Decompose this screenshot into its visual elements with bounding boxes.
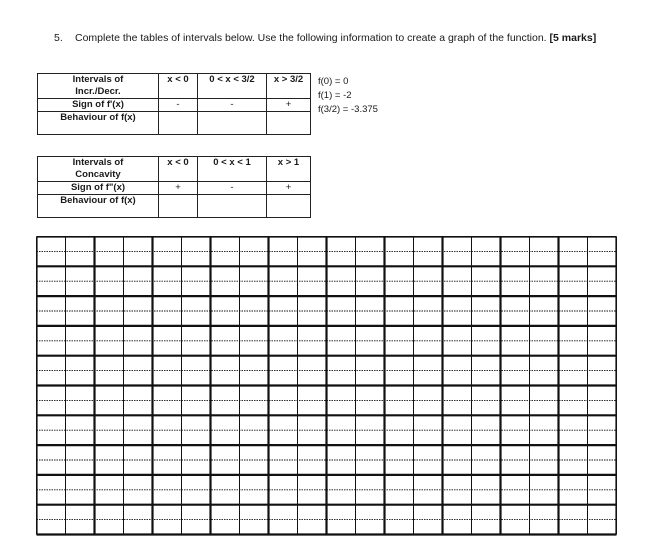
table1-label-intervals: Intervals of (38, 74, 159, 87)
increase-decrease-table (37, 73, 311, 135)
table2-interval-1: x < 0 (159, 157, 198, 182)
question-marks: [5 marks] (549, 32, 597, 44)
question-number: 5. (54, 32, 63, 44)
graph-grid[interactable] (36, 236, 617, 541)
question-text (75, 30, 615, 46)
table1-interval-2: 0 < x < 3/2 (198, 74, 267, 99)
given-value-f1: f(1) = -2 (318, 90, 352, 101)
table1-interval-1: x < 0 (159, 74, 198, 99)
table1-label-incr-decr: Incr./Decr. (38, 86, 159, 99)
concavity-table (37, 156, 311, 218)
table1-sign-1: - (159, 99, 198, 112)
table2-interval-3: x > 1 (267, 157, 311, 182)
table1-behaviour-1[interactable] (159, 112, 198, 135)
graph-grid-svg (36, 236, 617, 536)
table2-behaviour-3[interactable] (267, 195, 311, 218)
table1-sign-2: - (198, 99, 267, 112)
table2-label-sign: Sign of f"(x) (38, 182, 159, 195)
table1-label-sign: Sign of f'(x) (38, 99, 159, 112)
given-values (318, 75, 378, 117)
given-value-f3-2: f(3/2) = -3.375 (318, 104, 378, 115)
table1-interval-3: x > 3/2 (267, 74, 311, 99)
question-prompt: Complete the tables of intervals below. Use the following information to create a graph of the function. (75, 32, 547, 44)
table2-sign-3: + (267, 182, 311, 195)
table2-label-intervals: Intervals of (38, 157, 159, 170)
given-value-f0: f(0) = 0 (318, 76, 349, 87)
table2-label-concavity: Concavity (38, 169, 159, 182)
table2-behaviour-1[interactable] (159, 195, 198, 218)
table1-sign-3: + (267, 99, 311, 112)
table1-label-behaviour: Behaviour of f(x) (38, 112, 159, 135)
table2-label-behaviour: Behaviour of f(x) (38, 195, 159, 218)
table1-behaviour-3[interactable] (267, 112, 311, 135)
table2-interval-2: 0 < x < 1 (198, 157, 267, 182)
table2-sign-1: + (159, 182, 198, 195)
table1-behaviour-2[interactable] (198, 112, 267, 135)
table2-behaviour-2[interactable] (198, 195, 267, 218)
table2-sign-2: - (198, 182, 267, 195)
